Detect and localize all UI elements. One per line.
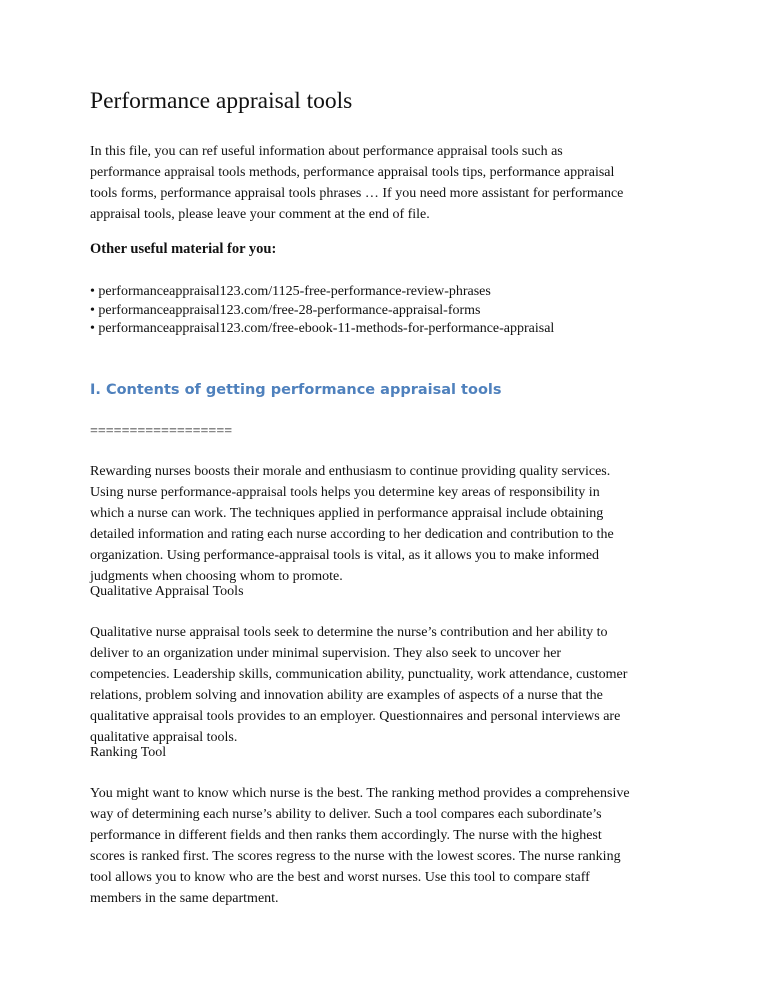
other-material-heading: Other useful material for you: — [90, 241, 277, 257]
document-title: Performance appraisal tools — [90, 88, 353, 114]
intro-line: tools forms, performance appraisal tools phrases … If you need more assistant for performance — [90, 186, 624, 201]
paragraph-line: scores is ranked first. The scores regress to the nurse with the lowest scores. The nurse ranking — [90, 849, 621, 864]
paragraph-line: members in the same department. — [90, 891, 279, 906]
paragraph-line: relations, problem solving and innovation ability are examples of aspects of a nurse that the — [90, 688, 603, 703]
intro-line: In this file, you can ref useful information about performance appraisal tools such as — [90, 144, 563, 159]
paragraph-line: deliver to an organization under minimal supervision. They also seek to uncover her — [90, 646, 562, 661]
paragraph-line: Rewarding nurses boosts their morale and enthusiasm to continue providing quality services. — [90, 464, 611, 479]
ranking-tool-label: Ranking Tool — [90, 745, 167, 760]
resource-link[interactable]: • performanceappraisal123.com/1125-free-performance-review-phrases — [90, 284, 491, 299]
resource-link[interactable]: • performanceappraisal123.com/free-ebook-11-methods-for-performance-appraisal — [90, 321, 555, 336]
divider-line: ================== — [90, 424, 233, 439]
intro-paragraph — [90, 141, 690, 225]
resource-link-list — [90, 283, 554, 339]
paragraph-line: detailed information and rating each nurse according to her dedication and contribution to the — [90, 527, 614, 542]
qualitative-tools-label: Qualitative Appraisal Tools — [90, 584, 244, 599]
paragraph-line: organization. Using performance-appraisal tools is vital, as it allows you to make informed — [90, 548, 600, 563]
section-heading: I. Contents of getting performance appraisal tools — [90, 382, 502, 398]
paragraph-line: competencies. Leadership skills, communication ability, punctuality, work attendance, customer — [90, 667, 628, 682]
paragraph-ranking — [90, 783, 690, 909]
paragraph-line: You might want to know which nurse is the best. The ranking method provides a comprehensive — [90, 786, 630, 801]
paragraph-line: which a nurse can work. The techniques applied in performance appraisal include obtaining — [90, 506, 604, 521]
paragraph-rewarding-nurses — [90, 461, 690, 587]
intro-line: performance appraisal tools methods, performance appraisal tools tips, performance appraisal — [90, 165, 615, 180]
paragraph-line: Using nurse performance-appraisal tools helps you determine key areas of responsibility in — [90, 485, 600, 500]
paragraph-line: performance in different fields and then ranks them accordingly. The nurse with the highest — [90, 828, 602, 843]
paragraph-line: qualitative appraisal tools provides to an employer. Questionnaires and personal interviews are — [90, 709, 621, 724]
paragraph-line: qualitative appraisal tools. — [90, 730, 238, 745]
paragraph-line: tool allows you to know who are the best and worst nurses. Use this tool to compare staff — [90, 870, 590, 885]
paragraph-line: judgments when choosing whom to promote. — [90, 569, 343, 584]
paragraph-line: way of determining each nurse’s ability to deliver. Such a tool compares each subordinate’s — [90, 807, 602, 822]
intro-line: appraisal tools, please leave your comment at the end of file. — [90, 207, 430, 222]
paragraph-line: Qualitative nurse appraisal tools seek to determine the nurse’s contribution and her ability to — [90, 625, 608, 640]
paragraph-qualitative — [90, 622, 690, 748]
resource-link[interactable]: • performanceappraisal123.com/free-28-performance-appraisal-forms — [90, 302, 481, 318]
